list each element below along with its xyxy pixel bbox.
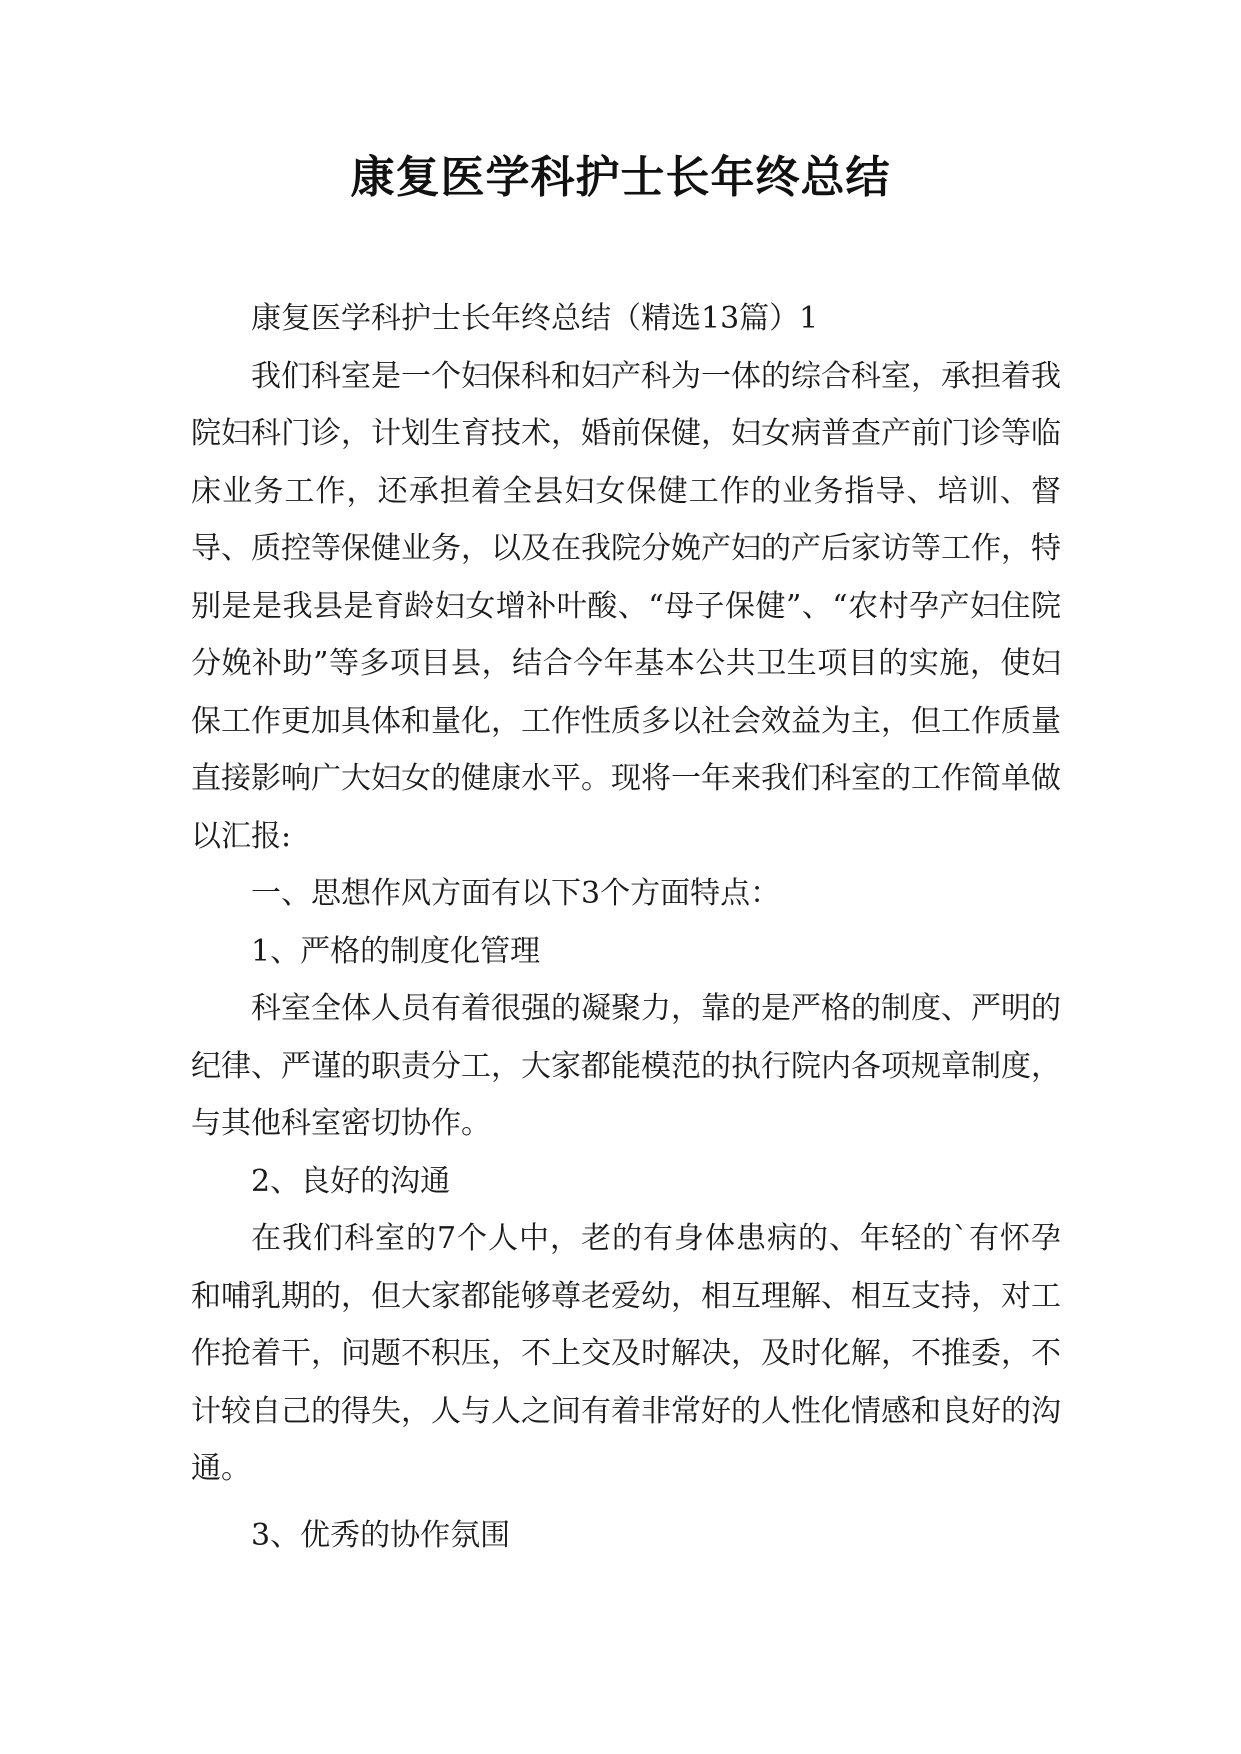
body-paragraph: 科室全体人员有着很强的凝聚力，靠的是严格的制度、严明的纪律、严谨的职责分工，大家都能模范的执行院内各项规章制度，与其他科室密切协作。 — [191, 991, 1061, 1141]
intro-paragraph: 我们科室是一个妇保科和妇产科为一体的综合科室，承担着我院妇科门诊，计划生育技术，婚前保健，妇女病普查产前门诊等临床业务工作，还承担着全县妇女保健工作的业务指导、培训、督导、质控等保健业务，以及在我院分娩产妇的产后家访等工作，特别是是我县是育龄妇女增补叶酸、“母子保健”、“农村孕产妇住院分娩补助”等多项目县，结合今年基本公共卫生项目的实施，使妇保工作更加具体和量化，工作性质多以社会效益为主，但工作质量直接影响广大妇女的健康水平。现将一年来我们科室的工作简单做以汇报: — [191, 358, 1061, 854]
document-body — [191, 290, 1061, 1564]
subtitle-paragraph: 康复医学科护士长年终总结（精选13篇）1 — [251, 301, 819, 336]
document-title: 康复医学科护士长年终总结 — [350, 152, 891, 203]
subheading-3: 3、优秀的协作氛围 — [251, 1517, 511, 1553]
body-paragraph: 在我们科室的7个人中，老的有身体患病的、年轻的`有怀孕和哺乳期的，但大家都能够尊老爱幼，相互理解、相互支持，对工作抢着干，问题不积压，不上交及时解决，及时化解，不推委，不计较自己的得失，人与人之间有着非常好的人性化情感和良好的沟通。 — [191, 1221, 1061, 1486]
section-heading: 一、思想作风方面有以下3个方面特点： — [251, 876, 781, 911]
subheading-1: 1、严格的制度化管理 — [251, 933, 541, 969]
subheading-2: 2、良好的沟通 — [251, 1163, 451, 1199]
